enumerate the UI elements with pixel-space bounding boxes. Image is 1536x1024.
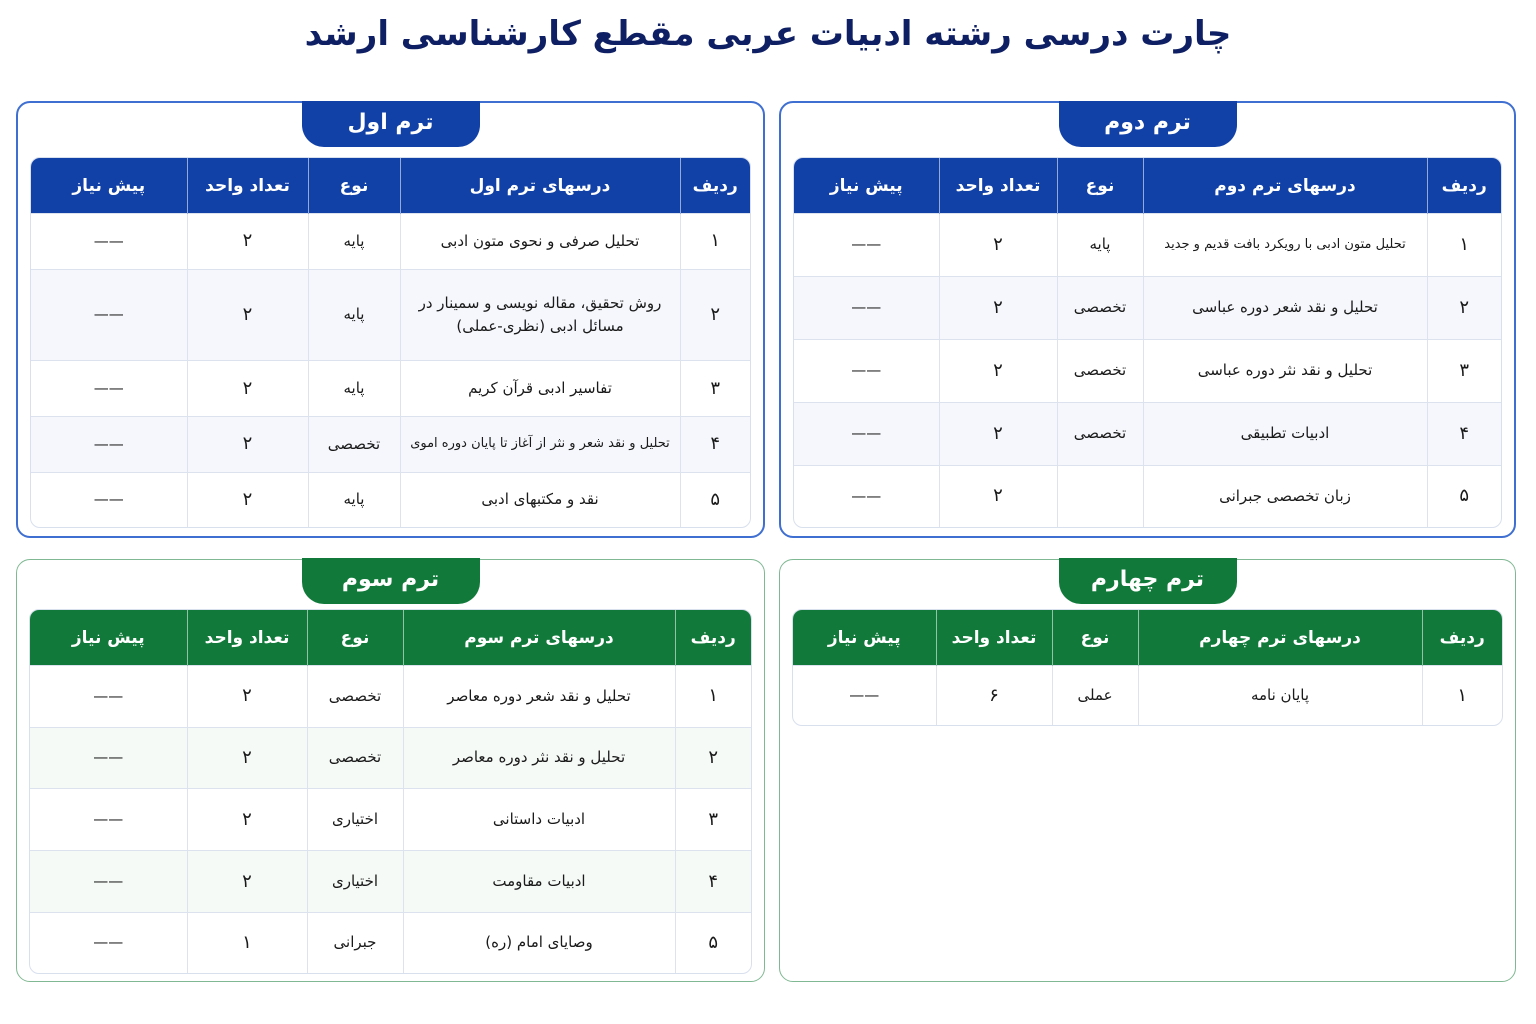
course-name: روش تحقیق، مقاله نویسی و سمینار در مسائل ادبی (نظری-عملی) bbox=[400, 269, 680, 361]
course-name: ادبیات تطبیقی bbox=[1143, 402, 1427, 465]
header-row: ردیف bbox=[680, 158, 750, 214]
course-units: ۲ bbox=[187, 361, 308, 417]
row-number: ۴ bbox=[1427, 402, 1501, 465]
course-units: ۲ bbox=[187, 789, 307, 851]
term1-panel bbox=[16, 101, 765, 538]
header-type: نوع bbox=[307, 610, 403, 666]
header-courses: درسهای ترم اول bbox=[400, 158, 680, 214]
term3-tab: ترم سوم bbox=[302, 558, 480, 604]
course-prereq: —— bbox=[31, 214, 187, 270]
row-number: ۵ bbox=[680, 472, 750, 527]
course-prereq: —— bbox=[794, 402, 939, 465]
course-prereq: —— bbox=[31, 417, 187, 473]
course-type: تخصصی bbox=[1057, 402, 1143, 465]
row-number: ۳ bbox=[675, 789, 751, 851]
row-number: ۵ bbox=[1427, 465, 1501, 527]
table-row bbox=[31, 214, 750, 270]
table-row bbox=[31, 417, 750, 473]
course-name: تحلیل و نقد شعر دوره معاصر bbox=[403, 666, 675, 728]
term2-tab: ترم دوم bbox=[1059, 101, 1237, 147]
course-type: اختیاری bbox=[307, 851, 403, 913]
course-units: ۲ bbox=[939, 276, 1057, 339]
term2-panel bbox=[779, 101, 1516, 538]
table-row bbox=[31, 269, 750, 361]
header-type: نوع bbox=[1057, 158, 1143, 214]
term4-panel bbox=[779, 559, 1516, 982]
row-number: ۲ bbox=[675, 727, 751, 789]
course-units: ۲ bbox=[187, 666, 307, 728]
course-units: ۲ bbox=[187, 727, 307, 789]
term1-table bbox=[31, 158, 750, 527]
header-units: تعداد واحد bbox=[936, 610, 1052, 666]
table-row bbox=[30, 912, 751, 973]
course-prereq: —— bbox=[30, 666, 187, 728]
course-prereq: —— bbox=[31, 472, 187, 527]
course-units: ۲ bbox=[939, 402, 1057, 465]
header-type: نوع bbox=[308, 158, 400, 214]
course-prereq: —— bbox=[794, 339, 939, 402]
table-row bbox=[794, 214, 1501, 277]
course-type: پایه bbox=[308, 472, 400, 527]
course-type: عملی bbox=[1052, 666, 1138, 726]
course-prereq: —— bbox=[31, 269, 187, 361]
course-name: ادبیات داستانی bbox=[403, 789, 675, 851]
table-row bbox=[30, 851, 751, 913]
term2-table bbox=[794, 158, 1501, 527]
course-name: زبان تخصصی جبرانی bbox=[1143, 465, 1427, 527]
course-units: ۲ bbox=[187, 851, 307, 913]
term1-tab: ترم اول bbox=[302, 101, 480, 147]
course-name: تحلیل صرفی و نحوی متون ادبی bbox=[400, 214, 680, 270]
course-units: ۲ bbox=[187, 417, 308, 473]
term3-table bbox=[30, 610, 751, 973]
course-units: ۲ bbox=[939, 214, 1057, 277]
course-prereq: —— bbox=[31, 361, 187, 417]
term4-tab: ترم چهارم bbox=[1059, 558, 1237, 604]
course-prereq: —— bbox=[794, 465, 939, 527]
row-number: ۲ bbox=[1427, 276, 1501, 339]
table-row bbox=[794, 339, 1501, 402]
header-courses: درسهای ترم چهارم bbox=[1138, 610, 1422, 666]
header-row: ردیف bbox=[675, 610, 751, 666]
course-prereq: —— bbox=[793, 666, 936, 726]
header-courses: درسهای ترم سوم bbox=[403, 610, 675, 666]
header-prereq: پیش نیاز bbox=[793, 610, 936, 666]
header-prereq: پیش نیاز bbox=[794, 158, 939, 214]
header-units: تعداد واحد bbox=[939, 158, 1057, 214]
course-units: ۶ bbox=[936, 666, 1052, 726]
table-row bbox=[793, 666, 1502, 726]
course-name: ادبیات مقاومت bbox=[403, 851, 675, 913]
table-row bbox=[794, 465, 1501, 527]
course-prereq: —— bbox=[794, 276, 939, 339]
table-row bbox=[30, 789, 751, 851]
course-units: ۲ bbox=[187, 269, 308, 361]
table-row bbox=[794, 276, 1501, 339]
course-units: ۱ bbox=[187, 912, 307, 973]
course-units: ۲ bbox=[187, 214, 308, 270]
course-name: تحلیل و نقد شعر و نثر از آغاز تا پایان دوره اموی bbox=[400, 417, 680, 473]
course-name: تحلیل و نقد شعر دوره عباسی bbox=[1143, 276, 1427, 339]
term4-table bbox=[793, 610, 1502, 725]
course-units: ۲ bbox=[939, 339, 1057, 402]
table-row bbox=[31, 472, 750, 527]
header-units: تعداد واحد bbox=[187, 158, 308, 214]
row-number: ۱ bbox=[680, 214, 750, 270]
table-row bbox=[30, 666, 751, 728]
row-number: ۴ bbox=[680, 417, 750, 473]
course-type: تخصصی bbox=[1057, 276, 1143, 339]
header-row: ردیف bbox=[1427, 158, 1501, 214]
course-type: تخصصی bbox=[1057, 339, 1143, 402]
course-units: ۲ bbox=[939, 465, 1057, 527]
row-number: ۲ bbox=[680, 269, 750, 361]
header-row: ردیف bbox=[1422, 610, 1502, 666]
table-row bbox=[31, 361, 750, 417]
course-type: پایه bbox=[308, 214, 400, 270]
row-number: ۵ bbox=[675, 912, 751, 973]
row-number: ۳ bbox=[1427, 339, 1501, 402]
course-type: تخصصی bbox=[308, 417, 400, 473]
course-type: تخصصی bbox=[307, 666, 403, 728]
course-prereq: —— bbox=[30, 851, 187, 913]
header-prereq: پیش نیاز bbox=[30, 610, 187, 666]
term3-panel bbox=[16, 559, 765, 982]
course-type bbox=[1057, 465, 1143, 527]
table-row bbox=[794, 402, 1501, 465]
course-name: تحلیل و نقد نثر دوره معاصر bbox=[403, 727, 675, 789]
header-type: نوع bbox=[1052, 610, 1138, 666]
row-number: ۴ bbox=[675, 851, 751, 913]
course-type: جبرانی bbox=[307, 912, 403, 973]
course-prereq: —— bbox=[30, 789, 187, 851]
course-name: پایان نامه bbox=[1138, 666, 1422, 726]
course-type: اختیاری bbox=[307, 789, 403, 851]
course-prereq: —— bbox=[30, 912, 187, 973]
header-courses: درسهای ترم دوم bbox=[1143, 158, 1427, 214]
course-prereq: —— bbox=[794, 214, 939, 277]
course-type: پایه bbox=[308, 361, 400, 417]
course-name: وصایای امام (ره) bbox=[403, 912, 675, 973]
course-name: تحلیل متون ادبی با رویکرد بافت قدیم و جدید bbox=[1143, 214, 1427, 277]
course-prereq: —— bbox=[30, 727, 187, 789]
course-type: پایه bbox=[1057, 214, 1143, 277]
header-units: تعداد واحد bbox=[187, 610, 307, 666]
page-title: چارت درسی رشته ادبیات عربی مقطع کارشناسی ارشد bbox=[304, 14, 1232, 54]
course-units: ۲ bbox=[187, 472, 308, 527]
course-name: تحلیل و نقد نثر دوره عباسی bbox=[1143, 339, 1427, 402]
header-prereq: پیش نیاز bbox=[31, 158, 187, 214]
course-type: پایه bbox=[308, 269, 400, 361]
row-number: ۱ bbox=[675, 666, 751, 728]
course-name: نقد و مکتبهای ادبی bbox=[400, 472, 680, 527]
row-number: ۳ bbox=[680, 361, 750, 417]
table-row bbox=[30, 727, 751, 789]
row-number: ۱ bbox=[1422, 666, 1502, 726]
course-name: تفاسیر ادبی قرآن کریم bbox=[400, 361, 680, 417]
course-type: تخصصی bbox=[307, 727, 403, 789]
row-number: ۱ bbox=[1427, 214, 1501, 277]
